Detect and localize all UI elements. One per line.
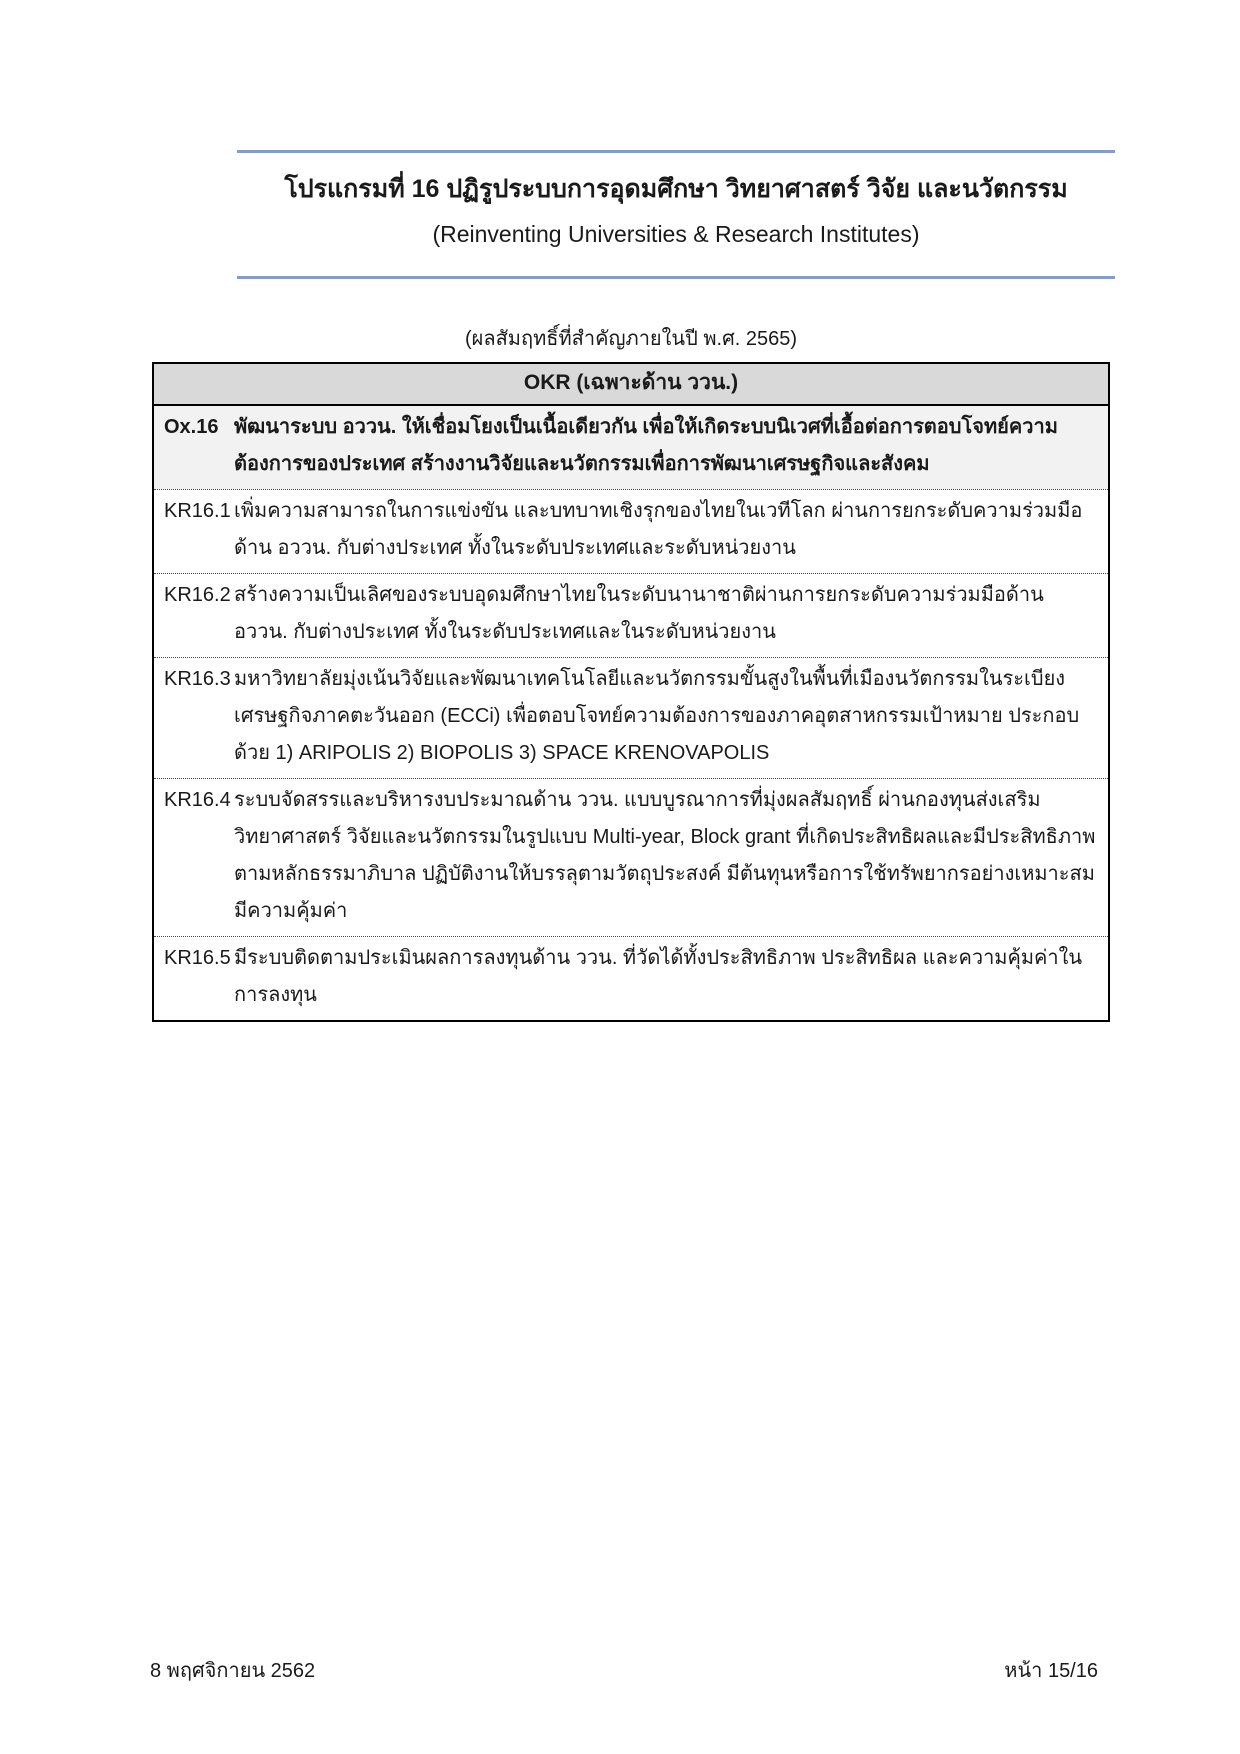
objective-id: Ox.16	[164, 416, 219, 438]
kr-text: สร้างความเป็นเลิศของระบบอุดมศึกษาไทยในระดับนานาชาติผ่านการยกระดับความร่วมมือด้าน อววน. กับต่างประเทศ ทั้งในระดับประเทศและในระดับหน่วยงาน	[234, 584, 1044, 643]
kr-text: มหาวิทยาลัยมุ่งเน้นวิจัยและพัฒนาเทคโนโลยีและนวัตกรรมขั้นสูงในพื้นที่เมืองนวัตกรรมในระเบียงเศรษฐกิจภาคตะวันออก (ECCi) เพื่อตอบโจทย์ความต้องการของภาคอุตสาหกรรมเป้าหมาย ประกอบด้วย 1) ARIPOLIS 2) BIOPOLIS 3) SPACE KRENOVAPOLIS	[234, 668, 1080, 764]
kr-row-2	[154, 573, 1108, 657]
kr-row-3	[154, 657, 1108, 778]
page-title-english: (Reinventing Universities & Research Institutes)	[432, 221, 920, 247]
objective-text: พัฒนาระบบ อววน. ให้เชื่อมโยงเป็นเนื้อเดียวกัน เพื่อให้เกิดระบบนิเวศที่เอื้อต่อการตอบโจทย์ความต้องการของประเทศ สร้างงานวิจัยและนวัตกรรมเพื่อการพัฒนาเศรษฐกิจและสังคม	[234, 416, 1058, 475]
title-block	[237, 150, 1115, 279]
kr-id: KR16.2	[164, 584, 231, 606]
kr-text: ระบบจัดสรรและบริหารงบประมาณด้าน ววน. แบบบูรณาการที่มุ่งผลสัมฤทธิ์ ผ่านกองทุนส่งเสริมวิทยาศาสตร์ วิจัยและนวัตกรรมในรูปแบบ Multi-year, Block grant ที่เกิดประสิทธิผลและมีประสิทธิภาพตามหลักธรรมาภิบาล ปฏิบัติงานให้บรรลุตามวัตถุประสงค์ มีต้นทุนหรือการใช้ทรัพยากรอย่างเหมาะสม มีความคุ้มค่า	[234, 789, 1096, 922]
kr-row-4	[154, 778, 1108, 936]
kr-text: เพิ่มความสามารถในการแข่งขัน และบทบาทเชิงรุกของไทยในเวทีโลก ผ่านการยกระดับความร่วมมือด้าน อววน. กับต่างประเทศ ทั้งในระดับประเทศและระดับหน่วยงาน	[234, 500, 1083, 559]
kr-id: KR16.3	[164, 668, 231, 690]
kr-row-5	[154, 936, 1108, 1020]
kr-text: มีระบบติดตามประเมินผลการลงทุนด้าน ววน. ที่วัดได้ทั้งประสิทธิภาพ ประสิทธิผล และความคุ้มค่าในการลงทุน	[234, 947, 1083, 1006]
page-title-thai: โปรแกรมที่ 16 ปฏิรูประบบการอุดมศึกษา วิทยาศาสตร์ วิจัย และนวัตกรรม	[284, 175, 1068, 203]
objective-row	[154, 406, 1108, 489]
footer-date: 8 พฤศจิกายน 2562	[150, 1660, 316, 1682]
table-caption: (ผลสัมฤทธิ์ที่สำคัญภายในปี พ.ศ. 2565)	[464, 328, 798, 350]
kr-id: KR16.1	[164, 500, 231, 522]
kr-id: KR16.4	[164, 789, 231, 811]
footer-page-number: หน้า 15/16	[1004, 1660, 1098, 1682]
okr-table	[152, 362, 1110, 1022]
kr-id: KR16.5	[164, 947, 231, 969]
kr-row-1	[154, 489, 1108, 573]
okr-table-header: OKR (เฉพาะด้าน ววน.)	[154, 364, 1108, 406]
